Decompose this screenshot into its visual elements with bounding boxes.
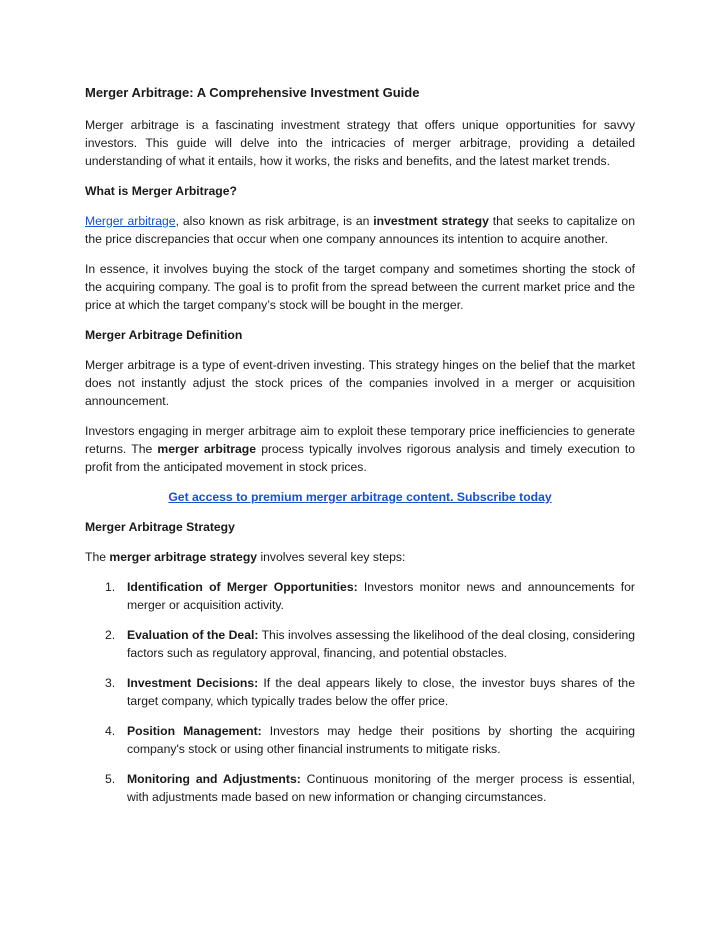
list-number: 1.	[105, 580, 116, 594]
text-span: process typically involves rigorous analysis and timely execution to profit from the anticipated movement in stock prices.	[85, 442, 635, 474]
investors-paragraph	[85, 422, 635, 476]
step-text: Continuous monitoring of the merger process is essential, with adjustments made based on new information or changing circumstances.	[127, 772, 635, 804]
text-span: The	[85, 550, 110, 564]
text-span: involves several key steps:	[257, 550, 406, 564]
step-title: Position Management:	[127, 724, 262, 738]
step-text: This involves assessing the likelihood of the deal closing, considering factors such as regulatory approval, financing, and potential obstacles.	[127, 628, 636, 660]
text-span: , also known as risk arbitrage, is an	[175, 214, 374, 228]
section-heading-strategy: Merger Arbitrage Strategy	[85, 520, 235, 534]
strategy-intro-paragraph	[85, 548, 635, 566]
step-title: Evaluation of the Deal:	[127, 628, 259, 642]
step-title: Identification of Merger Opportunities:	[127, 580, 358, 594]
list-number: 5.	[105, 772, 116, 786]
subscribe-cta	[85, 488, 635, 506]
bold-term: merger arbitrage strategy	[109, 550, 258, 564]
step-text: Investors may hedge their positions by shorting the acquiring company's stock or using other financial instruments to mitigate risks.	[127, 724, 635, 756]
bold-term: investment strategy	[373, 214, 489, 228]
merger-arbitrage-link[interactable]: Merger arbitrage	[85, 214, 176, 228]
strategy-steps-list	[85, 578, 635, 806]
document-page	[85, 84, 635, 818]
text-span: Investors engaging in merger arbitrage aim to exploit these temporary price inefficiencies to generate returns. The	[85, 424, 635, 456]
list-item	[85, 770, 635, 806]
list-item	[85, 674, 635, 710]
list-item	[85, 722, 635, 758]
list-item	[85, 578, 635, 614]
section-heading-what-is: What is Merger Arbitrage?	[85, 184, 237, 198]
list-number: 2.	[105, 628, 116, 642]
document-title: Merger Arbitrage: A Comprehensive Investment Guide	[85, 85, 420, 100]
section-heading-definition: Merger Arbitrage Definition	[85, 328, 243, 342]
event-driven-paragraph: Merger arbitrage is a type of event-driven investing. This strategy hinges on the belief that the market does not instantly adjust the stock prices of the companies involved in a merger or acquisition announcement.	[85, 358, 635, 408]
step-text: Investors monitor news and announcements for merger or acquisition activity.	[127, 580, 635, 612]
list-number: 3.	[105, 676, 116, 690]
list-item	[85, 626, 635, 662]
bold-term: merger arbitrage	[157, 442, 257, 456]
text-span: that seeks to capitalize on the price discrepancies that occur when one company announces its intention to acquire another.	[85, 214, 635, 246]
step-text: If the deal appears likely to close, the investor buys shares of the target company, which typically trades below the offer price.	[127, 676, 635, 708]
step-title: Investment Decisions:	[127, 676, 259, 690]
essence-paragraph: In essence, it involves buying the stock of the target company and sometimes shorting the stock of the acquiring company. The goal is to profit from the spread between the current market price and the price at which the target company’s stock will be bought in the merger.	[85, 262, 635, 312]
subscribe-link[interactable]: Get access to premium merger arbitrage content. Subscribe today	[168, 490, 552, 504]
list-number: 4.	[105, 724, 116, 738]
intro-paragraph: Merger arbitrage is a fascinating investment strategy that offers unique opportunities for savvy investors. This guide will delve into the intricacies of merger arbitrage, providing a detailed understanding of what it entails, how it works, the risks and benefits, and the latest market trends.	[85, 118, 635, 168]
definition-paragraph	[85, 212, 635, 248]
step-title: Monitoring and Adjustments:	[127, 772, 301, 786]
